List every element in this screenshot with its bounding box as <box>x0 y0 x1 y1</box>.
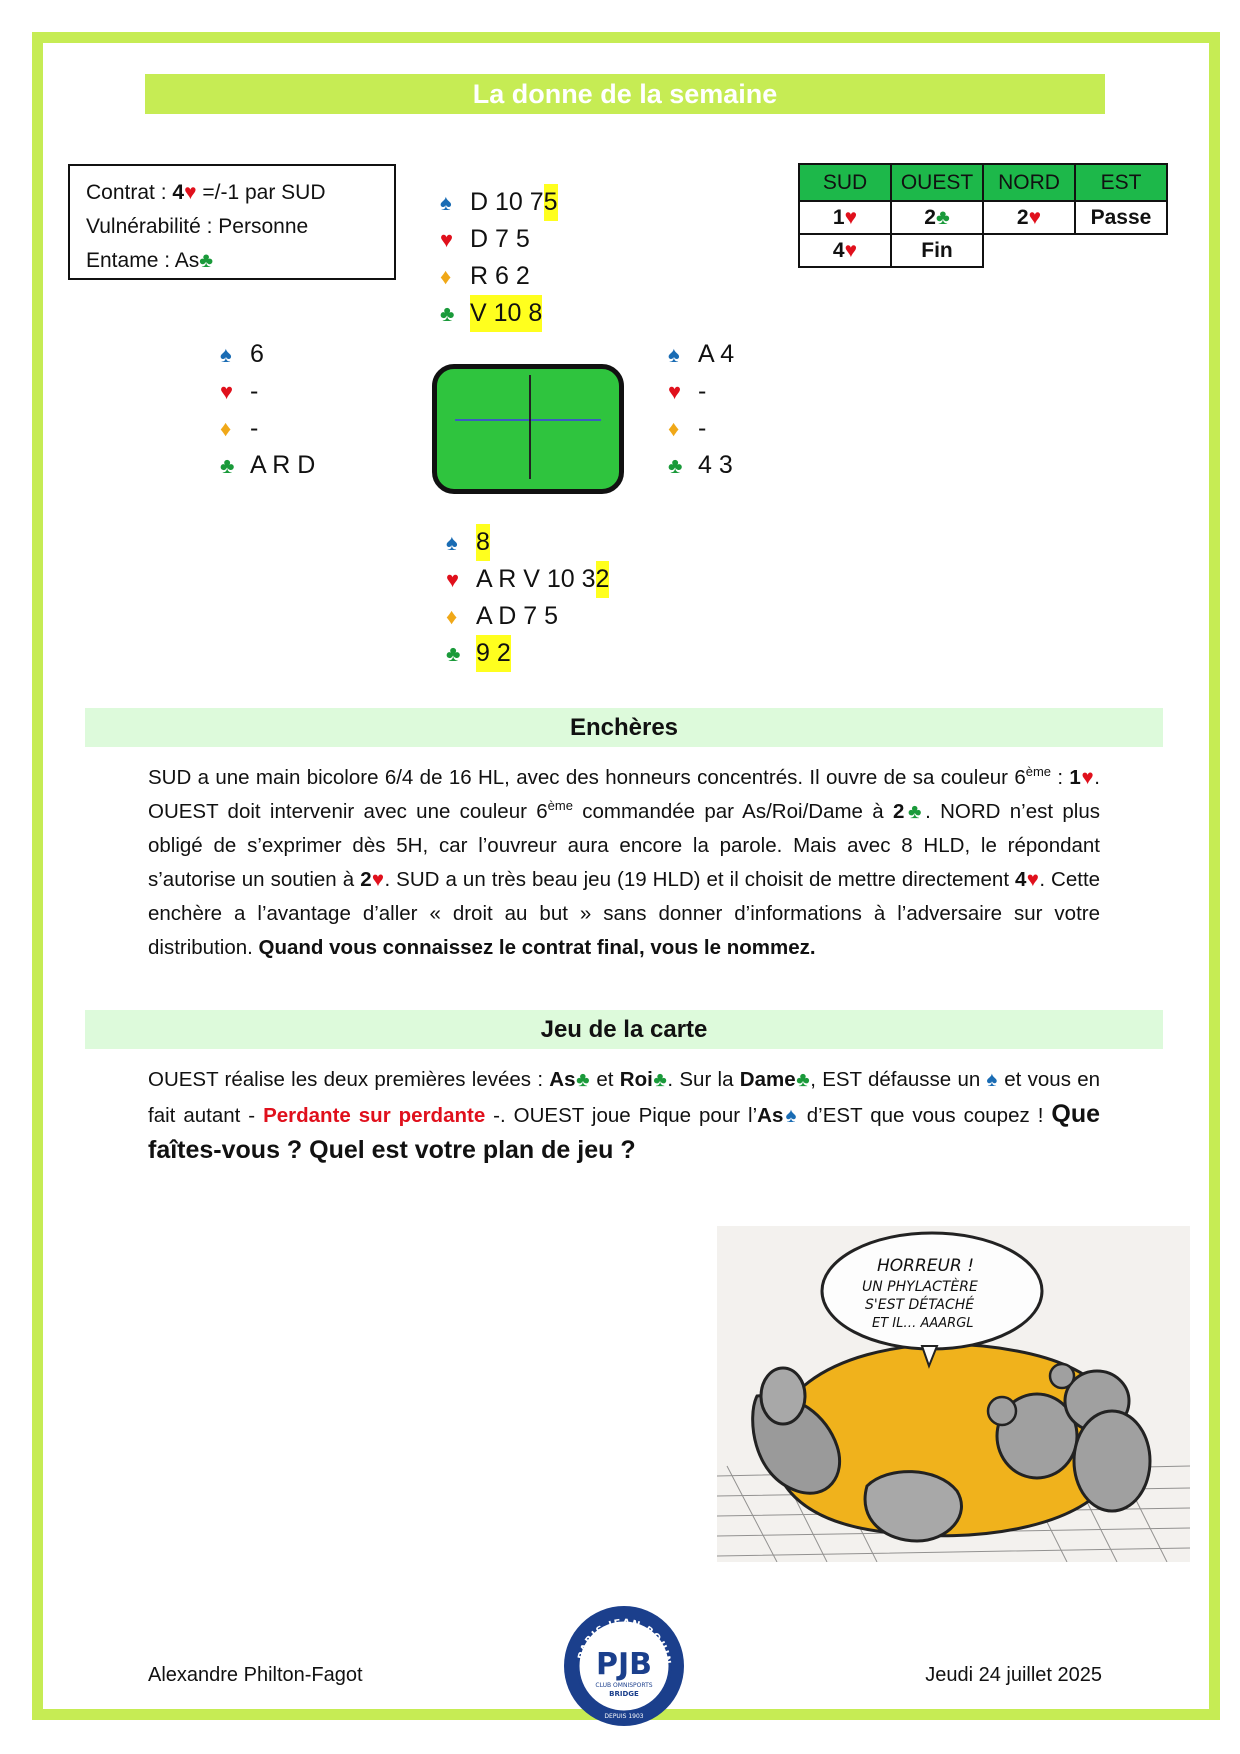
east-hearts-cards: - <box>698 377 707 405</box>
cartoon-toe <box>988 1397 1016 1425</box>
lead-label: Entame : As <box>86 249 200 272</box>
diamond-icon: ♦ <box>668 416 680 441</box>
east-diamonds-cards: - <box>698 414 707 442</box>
south-clubs-cards: 9 2 <box>476 635 511 672</box>
bidding-row <box>799 201 1167 234</box>
heart-icon: ♥ <box>446 567 460 592</box>
bid-cell-empty <box>983 234 1075 267</box>
club-icon: ♣ <box>904 800 926 823</box>
north-hearts <box>440 221 558 258</box>
east-spades <box>668 336 734 373</box>
text-span: SUD a une main bicolore 6/4 de 16 HL, avec des honneurs concentrés. Il ouvre de sa couleur 6 <box>148 766 1026 789</box>
text-span: . OUEST doit intervenir avec une couleur 6 <box>148 766 1100 823</box>
card-mention: Dame <box>739 1068 796 1091</box>
spade-icon: ♠ <box>220 342 232 367</box>
north-spades-highlight: 5 <box>544 184 558 221</box>
bid-cell <box>799 201 891 234</box>
west-hearts <box>220 373 315 410</box>
club-icon: ♣ <box>795 1068 811 1091</box>
heart-icon: ♥ <box>371 868 385 891</box>
south-spades-cards: 8 <box>476 524 490 561</box>
question-text: Que faîtes-vous ? Quel est votre plan de jeu ? <box>148 1100 1100 1164</box>
club-icon: ♣ <box>220 453 235 478</box>
west-clubs-cards: A R D <box>250 451 316 479</box>
bidding-header-sud: SUD <box>799 164 891 201</box>
east-hearts <box>668 373 734 410</box>
text-span: OUEST réalise les deux premières levées : <box>148 1068 550 1091</box>
spade-icon: ♠ <box>440 190 452 215</box>
club-icon: ♣ <box>199 249 214 272</box>
club-logo <box>562 1604 686 1728</box>
north-hand <box>440 184 558 332</box>
bid-mention: 4 <box>1015 868 1027 891</box>
bid-mention: 1 <box>1069 766 1081 789</box>
heart-icon: ♥ <box>1026 868 1040 891</box>
bidding-row <box>799 234 1167 267</box>
bidding-header-ouest: OUEST <box>891 164 983 201</box>
north-diamonds-cards: R 6 2 <box>470 262 530 290</box>
bid-level: 4 <box>832 238 845 262</box>
cartoon-ear <box>761 1368 805 1424</box>
west-clubs <box>220 447 315 484</box>
west-hand <box>220 336 315 484</box>
north-clubs <box>440 295 558 332</box>
west-spades-cards: 6 <box>250 340 264 368</box>
club-icon: ♣ <box>652 1068 668 1091</box>
card-mention: Roi <box>619 1068 653 1091</box>
highlight-red-text: Perdante sur perdante <box>263 1104 486 1127</box>
bubble-line-1: HORREUR ! <box>877 1256 975 1276</box>
heart-icon: ♥ <box>844 205 858 229</box>
jeu-paragraph <box>148 1063 1100 1169</box>
text-span: -. OUEST joue Pique pour l’ <box>485 1104 758 1127</box>
bubble-line-3: S'EST DÉTACHÉ <box>865 1297 975 1313</box>
author-name: Alexandre Philton-Fagot <box>148 1664 363 1686</box>
north-spades <box>440 184 558 221</box>
vulnerability-line: Vulnérabilité : Personne <box>86 215 309 238</box>
superscript: ème <box>547 798 573 814</box>
spade-icon: ♠ <box>668 342 680 367</box>
superscript: ème <box>1025 764 1052 780</box>
heart-icon: ♥ <box>220 379 234 404</box>
bidding-table <box>798 163 1168 268</box>
bubble-line-4: ET IL… AAARGL <box>872 1316 974 1331</box>
bid-level: 2 <box>924 205 936 229</box>
contract-suffix: =/-1 par SUD <box>196 181 326 204</box>
east-clubs <box>668 447 734 484</box>
card-mention: As <box>757 1104 784 1127</box>
text-span: et <box>590 1068 620 1091</box>
spade-icon: ♠ <box>986 1068 998 1091</box>
cartoon-foot <box>1074 1411 1150 1511</box>
text-span: commandée par As/Roi/Dame à <box>572 800 893 823</box>
publish-date: Jeudi 24 juillet 2025 <box>925 1664 1102 1686</box>
south-hand <box>446 524 609 672</box>
diamond-icon: ♦ <box>220 416 232 441</box>
heart-icon: ♥ <box>440 227 454 252</box>
club-icon: ♣ <box>575 1068 591 1091</box>
bid-cell-empty <box>1075 234 1167 267</box>
text-span: . SUD a un très beau jeu (19 HLD) et il choisit de mettre directement <box>384 868 1016 891</box>
north-clubs-cards: V 10 8 <box>470 295 542 332</box>
heart-icon: ♥ <box>844 238 858 262</box>
club-logo-svg <box>562 1604 686 1728</box>
west-spades <box>220 336 315 373</box>
diamond-icon: ♦ <box>440 264 452 289</box>
north-spades-cards: D 10 7 <box>470 188 544 216</box>
card-mention: As <box>549 1068 576 1091</box>
bridge-table <box>432 364 624 494</box>
section-heading-encheres: Enchères <box>85 708 1163 747</box>
east-spades-cards: A 4 <box>698 340 735 368</box>
text-span: . Cette enchère a l’avantage d’aller « droit au but » sans donner d’informations à l’adversaire sur votre distribution. <box>148 868 1101 959</box>
club-icon: ♣ <box>446 641 461 666</box>
encheres-paragraph <box>148 761 1100 965</box>
north-diamonds <box>440 258 558 295</box>
lead-line <box>86 244 394 278</box>
south-hearts-cards: A R V 10 3 <box>476 565 596 593</box>
text-span: . NORD n’est plus obligé de s’exprimer dès 5H, car l’ouvreur aura encore la parole. Mais avec 8 HLD, le répondant s’autorise un soutien à <box>148 800 1100 891</box>
bid-mention: 2 <box>892 800 905 823</box>
cartoon-illustration <box>717 1226 1190 1562</box>
bid-cell: Fin <box>891 234 983 267</box>
south-diamonds-cards: A D 7 5 <box>476 602 558 630</box>
contract-label: Contrat : <box>86 181 173 204</box>
text-span: et vous en fait autant - <box>148 1068 1101 1127</box>
heart-icon: ♥ <box>668 379 682 404</box>
table-divider-horizontal <box>455 419 601 421</box>
east-diamonds <box>668 410 734 447</box>
bid-level: 1 <box>832 205 845 229</box>
south-diamonds <box>446 598 609 635</box>
bid-level: 2 <box>1016 205 1029 229</box>
heart-icon: ♥ <box>1080 766 1095 789</box>
south-spades <box>446 524 609 561</box>
logo-arc-text: PARIS JEAN BOUIN <box>576 1617 673 1666</box>
contract-line <box>86 176 394 210</box>
south-hearts-highlight: 2 <box>596 561 610 598</box>
bidding-header-nord: NORD <box>983 164 1075 201</box>
cartoon-drawing <box>717 1226 1190 1562</box>
spade-icon: ♠ <box>783 1104 799 1127</box>
bold-conclusion: Quand vous connaissez le contrat final, vous le nommez. <box>258 936 816 959</box>
east-hand <box>668 336 734 484</box>
section-heading-jeu: Jeu de la carte <box>85 1010 1163 1049</box>
bidding-header-est: EST <box>1075 164 1167 201</box>
text-span: : <box>1051 766 1070 789</box>
south-hearts <box>446 561 609 598</box>
table-divider-vertical <box>529 375 531 479</box>
cartoon-hand <box>865 1472 961 1541</box>
bid-cell <box>891 201 983 234</box>
west-hearts-cards: - <box>250 377 259 405</box>
west-diamonds-cards: - <box>250 414 259 442</box>
bid-cell <box>983 201 1075 234</box>
heart-icon: ♥ <box>1028 205 1042 229</box>
logo-sub-1: CLUB OMNISPORTS <box>595 1682 653 1689</box>
club-icon: ♣ <box>935 205 950 229</box>
east-clubs-cards: 4 3 <box>698 451 733 479</box>
club-icon: ♣ <box>440 301 455 326</box>
bid-mention: 2 <box>360 868 372 891</box>
page-title: La donne de la semaine <box>145 74 1105 114</box>
bubble-line-2: UN PHYLACTÈRE <box>862 1279 978 1295</box>
contract-level: 4 <box>172 181 185 204</box>
logo-initials: PJB <box>595 1647 653 1682</box>
south-clubs <box>446 635 609 672</box>
diamond-icon: ♦ <box>446 604 458 629</box>
bid-cell: Passe <box>1075 201 1167 234</box>
cartoon-toe <box>1050 1364 1074 1388</box>
club-icon: ♣ <box>668 453 683 478</box>
logo-sub-2: BRIDGE <box>609 1690 639 1698</box>
logo-sub-3: DEPUIS 1903 <box>604 1713 644 1720</box>
text-span: . Sur la <box>667 1068 740 1091</box>
west-diamonds <box>220 410 315 447</box>
spade-icon: ♠ <box>446 530 458 555</box>
contract-box <box>68 164 396 280</box>
north-hearts-cards: D 7 5 <box>470 225 530 253</box>
heart-icon: ♥ <box>184 181 197 204</box>
bid-cell <box>799 234 891 267</box>
text-span: d’EST que vous coupez ! <box>798 1104 1052 1127</box>
text-span: , EST défausse un <box>810 1068 987 1091</box>
bidding-header-row <box>799 164 1167 201</box>
